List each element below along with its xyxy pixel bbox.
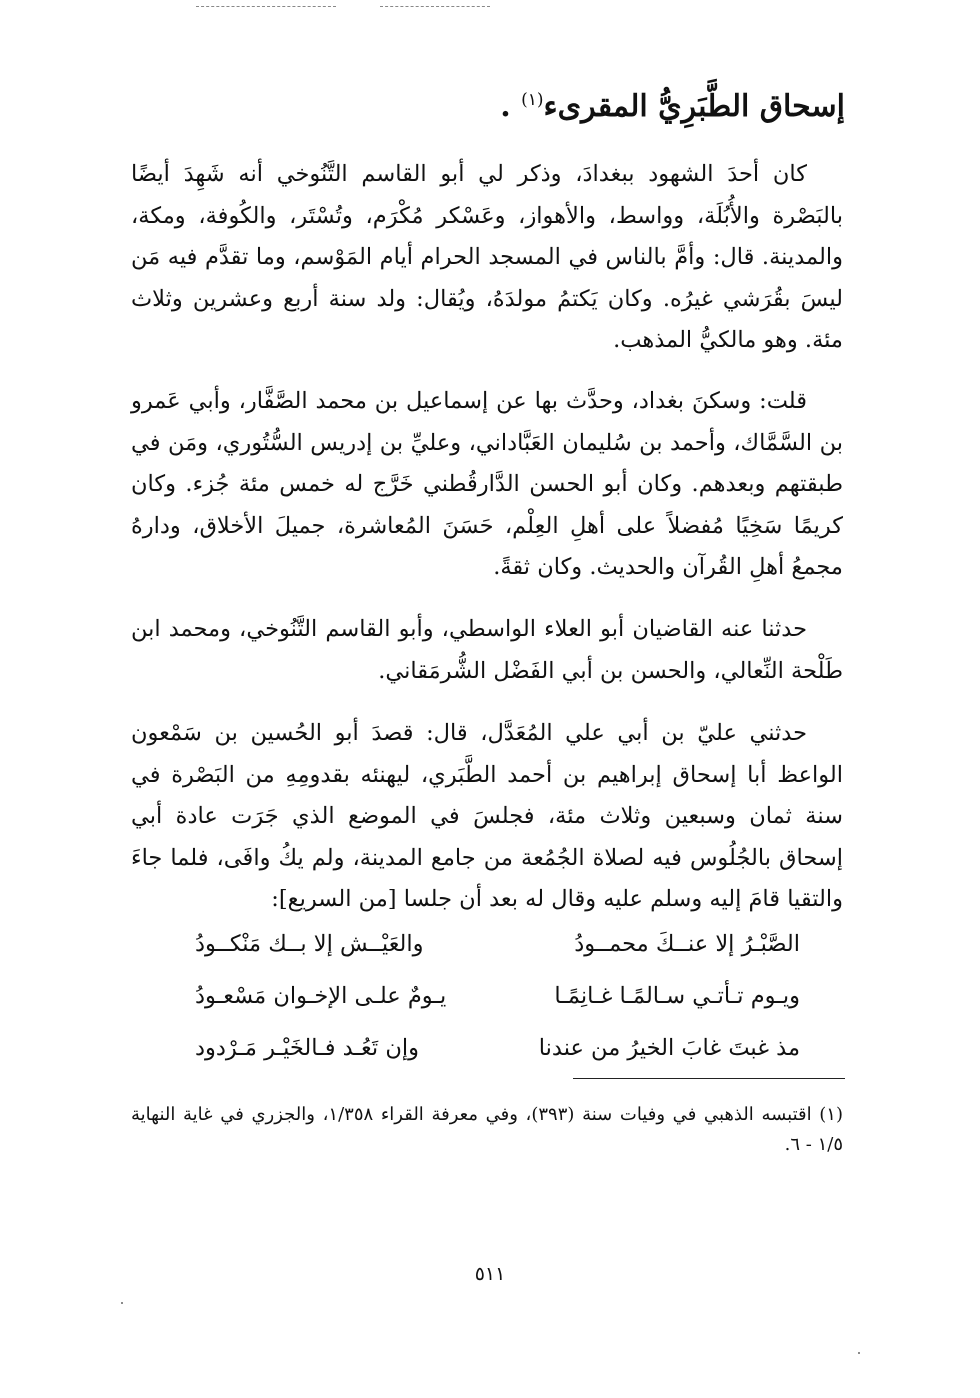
poem-verse — [195, 974, 800, 1018]
heading-title: إسحاق الطَّبَرِيُّ المقرىء — [543, 89, 845, 124]
verse-second-hemistich: والعَيْــش إلا بــك مَنْكــودُ — [195, 931, 424, 957]
scan-speck — [858, 1352, 860, 1354]
scan-speck — [121, 1302, 123, 1304]
top-edge-mark — [380, 6, 490, 7]
heading-end: . — [500, 89, 522, 124]
page-number: ٥١١ — [474, 1263, 506, 1285]
paragraph-text: قلت: وسكنَ بغداد، وحدَّث بها عن إسماعيل بن محمد الصَّفَّار، وأبي عَمرو بن السَّمَّاك، وأحمد بن سُليمان العَبَّاداني، وعليِّ بن إدريس السُّتُوري، ومَن في طبقتهم وبعدهم. وكان أبو الحسن الدَّارقُطني خَرَّج له خمس مئة جُزء. وكان كريمًا سَخِيًا مُفضلاً على أهلِ العِلْم، حَسَنَ المُعاشرة، جميلَ الأخلاق، ودارهُ مجمعُ أهلِ القُرآن والحديث. وكان ثقةً. — [131, 388, 843, 581]
paragraph-commentary — [131, 381, 843, 589]
paragraph-anecdote — [131, 713, 843, 921]
footnote-divider — [573, 1078, 845, 1079]
top-edge-mark — [196, 6, 336, 7]
footnote: (١) اقتبسه الذهبي في وفيات سنة (٣٩٣)، وفي معرفة القراء ١/٣٥٨، والجزري في غاية النهاية ١/٥ - ٦. — [131, 1104, 843, 1155]
footnote-reference[interactable]: (١) — [521, 90, 544, 110]
verse-first-hemistich: ويـوم تـأتـي سـالمًـا غـانِمًـا — [554, 983, 800, 1009]
poem-verse — [195, 1026, 800, 1070]
verse-first-hemistich: الصَّبْـرُ إلا عنــكَ محمــودُ — [574, 931, 800, 957]
paragraph-biography — [131, 154, 843, 362]
entry-heading — [500, 78, 845, 129]
paragraph-text: حدثني عليّ بن أبي علي المُعَدَّل، قال: قصدَ أبو الحُسين بن سَمْعون الواعظ أبا إسحاق إبراهيم بن أحمد الطَّبَري، ليهنئه بقدومِهِ من البَصْرة في سنة ثمان وسبعين وثلاث مئة، فجلسَ في الموضع الذي جَرَت عادة أبي إسحاق بالجُلُوس فيه لصلاة الجُمُعة من جامع المدينة، ولم يكُ وافَى، فلما جاءَ والتقيا قامَ إليه وسلم عليه وقال له بعد أن جلسا [من السريع]: — [131, 720, 843, 913]
verse-second-hemistich: وإن تَعُـد فـالخَيْـر مَـرْدود — [195, 1035, 419, 1061]
verse-first-hemistich: مذ غبتَ غابَ الخيرُ من عندنا — [538, 1035, 800, 1061]
paragraph-narrators — [131, 609, 843, 692]
paragraph-text: كان أحدَ الشهود ببغدادَ، وذكر لي أبو القاسم التَّنُوخي أنه شَهِدَ أيضًا بالبَصْرة والأُبُلَة، وواسط، والأهواز، وعَسْكر مُكْرَم، وتُسْتَر، والكُوفة، ومكة، والمدينة. قال: وأمَّ بالناس في المسجد الحرام أيام المَوْسم، وما تقدَّم فيه مَن ليسَ بقُرَشي غيرُه. وكان يَكتمُ مولدَهُ، ويُقال: ولد سنة أربع وعشرين وثلاث مئة. وهو مالكيُّ المذهب. — [131, 161, 843, 354]
paragraph-text: حدثنا عنه القاضيان أبو العلاء الواسطي، وأبو القاسم التَّنُوخي، ومحمد ابن طَلْحة النِّعالي، والحسن بن أبي الفَضْل الشُّرمَقاني. — [131, 616, 843, 684]
poem-verse — [195, 922, 800, 966]
verse-second-hemistich: يـومٌ علـى الإخـوان مَسْعـودُ — [195, 983, 447, 1009]
